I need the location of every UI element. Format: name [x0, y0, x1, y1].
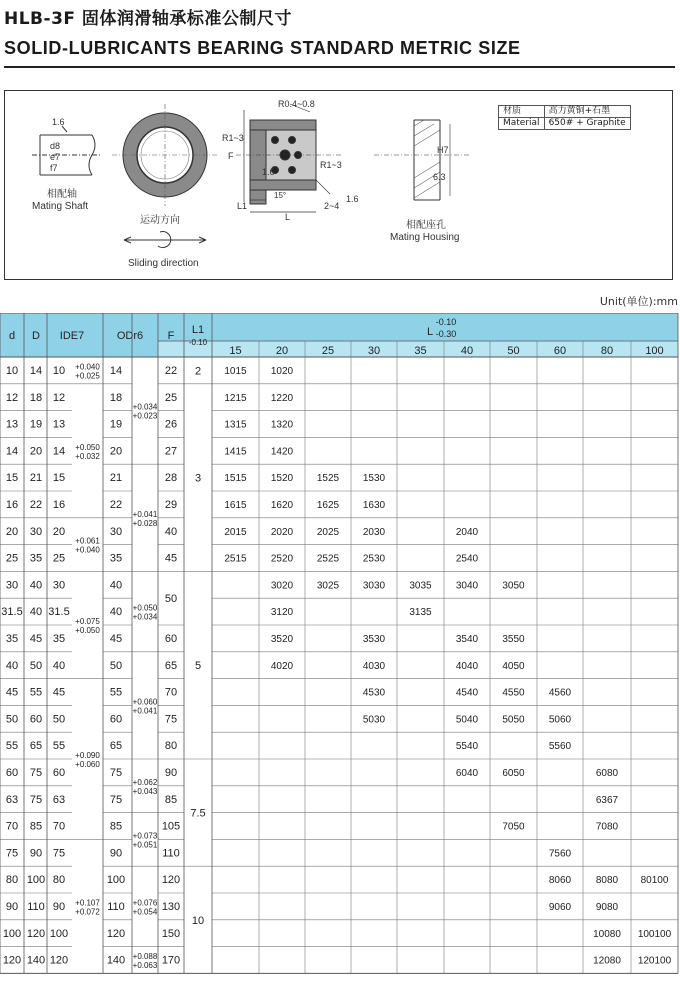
sliding-direction-arrow	[124, 232, 206, 248]
housing-tol: H7	[437, 145, 449, 155]
cell-part-number: 1615	[224, 500, 247, 511]
od-tolerance-hi: +0.076	[132, 898, 158, 908]
cell-id: 25	[52, 552, 66, 565]
cell-part-number: 1520	[270, 473, 294, 485]
material-table	[498, 105, 631, 130]
cell-l1: 3	[194, 472, 202, 485]
cell-f: 45	[164, 552, 178, 565]
cell-id: 30	[52, 579, 66, 592]
cell-d: 60	[5, 767, 19, 779]
cell-part-number: 2025	[316, 526, 340, 538]
cell-od: 40	[109, 606, 123, 619]
cell-od: 75	[109, 793, 123, 806]
cell-id: 100	[49, 927, 69, 940]
radius-top: R0.4~0.8	[278, 99, 315, 109]
cell-part-number: 8080	[595, 875, 619, 887]
cell-part-number: 3520	[270, 634, 294, 645]
od-tolerance-lo: +0.043	[132, 786, 158, 796]
od-tolerance-lo: +0.023	[132, 411, 158, 421]
cell-part-number: 2530	[362, 553, 386, 565]
chamfer-label: 2~4	[324, 201, 340, 211]
cell-D: 75	[29, 793, 43, 806]
id-tolerance-hi: +0.061	[75, 536, 100, 546]
od-tolerance-hi: +0.034	[132, 402, 158, 412]
cell-D: 120	[26, 927, 46, 940]
cell-d: 20	[5, 525, 19, 538]
cell-part-number: 4560	[548, 687, 572, 699]
cell-part-number: 3040	[455, 580, 479, 592]
col-header-f: F	[167, 330, 175, 342]
cell-d: 30	[5, 579, 19, 592]
cell-part-number: 2030	[362, 526, 386, 538]
cell-D: 110	[27, 901, 45, 913]
material-label-cn: 材质	[499, 106, 545, 118]
cell-id: 50	[52, 713, 66, 726]
cell-l1: 5	[194, 660, 202, 673]
cell-D: 55	[29, 686, 43, 699]
cell-od: 140	[106, 954, 126, 967]
cell-f: 22	[164, 365, 178, 377]
cell-od: 120	[106, 927, 126, 940]
cell-id: 75	[52, 847, 66, 860]
cell-id: 31.5	[48, 606, 70, 619]
cell-part-number: 4020	[270, 660, 294, 672]
cell-f: 150	[161, 927, 181, 940]
cell-f: 80	[164, 740, 178, 753]
cell-f: 25	[164, 391, 178, 404]
cell-part-number: 4540	[455, 687, 479, 699]
col-header-od: ODr6	[116, 330, 144, 342]
cell-part-number: 4050	[502, 660, 525, 672]
cell-part-number: 1315	[224, 419, 247, 431]
cell-part-number: 100100	[637, 928, 672, 940]
cell-od: 30	[109, 525, 123, 538]
length-header-80: 80	[600, 345, 614, 357]
col-header-id: IDE7	[59, 330, 85, 342]
id-tolerance-lo: +0.050	[75, 626, 100, 635]
cell-od: 14	[109, 365, 123, 377]
cell-part-number: 5060	[548, 714, 572, 726]
cell-f: 130	[161, 901, 181, 913]
cell-part-number: 6080	[595, 768, 619, 779]
length-header-50: 50	[507, 345, 520, 357]
cell-f: 110	[162, 847, 180, 860]
cell-f: 29	[164, 499, 178, 511]
od-tolerance-hi: +0.050	[132, 603, 158, 613]
cell-f-merged: 50	[164, 593, 178, 606]
cell-part-number: 3530	[362, 634, 386, 645]
cell-part-number: 6367	[595, 794, 619, 806]
shaft-label-en: Mating Shaft	[32, 201, 89, 212]
cell-D: 18	[29, 391, 43, 404]
housing-label-cn: 相配座孔	[406, 220, 446, 231]
cell-part-number: 1620	[270, 500, 294, 511]
id-tolerance-lo: +0.025	[75, 371, 100, 381]
size-table	[0, 313, 680, 975]
cell-D: 40	[29, 606, 43, 619]
od-tolerance-lo: +0.034	[132, 612, 158, 622]
cell-d: 14	[5, 445, 19, 458]
cell-part-number: 1215	[224, 392, 247, 404]
cell-od: 65	[109, 740, 123, 753]
cell-od: 20	[109, 445, 123, 458]
cell-f: 60	[164, 633, 178, 645]
material-value-cn: 高力黄铜+石墨	[544, 106, 630, 118]
label-l: L	[285, 212, 291, 222]
cell-D: 65	[29, 740, 43, 753]
cell-od: 85	[109, 820, 123, 833]
cell-D: 85	[29, 820, 43, 833]
cell-f: 65	[164, 659, 178, 672]
length-header-30: 30	[367, 345, 381, 357]
id-tolerance-hi: +0.050	[75, 442, 100, 452]
cell-d: 63	[5, 793, 19, 806]
od-tolerance-lo: +0.063	[132, 961, 158, 970]
length-header-15: 15	[229, 345, 242, 357]
cell-id: 40	[52, 659, 66, 672]
cell-od: 50	[109, 659, 123, 672]
cell-od: 35	[109, 552, 123, 565]
cell-id: 60	[52, 767, 66, 779]
cell-id: 13	[52, 418, 66, 431]
col-header-l1: L1	[191, 324, 205, 336]
cell-part-number: 10080	[593, 928, 621, 940]
cell-od: 40	[109, 579, 123, 592]
material-value-en: 650# + Graphite	[544, 118, 630, 130]
cell-part-number: 3050	[502, 580, 525, 592]
cell-part-number: 4030	[362, 660, 386, 672]
cell-d: 55	[5, 740, 19, 753]
radius-right: R1~3	[320, 160, 342, 170]
cell-part-number: 3030	[362, 580, 386, 592]
cell-part-number: 5560	[548, 741, 572, 753]
cell-f: 105	[161, 820, 181, 833]
cell-part-number: 80100	[640, 875, 669, 887]
cell-od: 19	[109, 418, 123, 431]
od-tolerance-hi: +0.060	[132, 697, 158, 707]
cell-part-number: 1525	[316, 473, 340, 485]
roughness-a: 1.6	[262, 167, 275, 177]
cell-part-number: 1530	[362, 473, 386, 485]
cell-id: 12	[52, 391, 66, 404]
cell-id: 16	[52, 499, 66, 511]
length-header-100: 100	[645, 345, 664, 357]
unit-label: Unit(单位):mm	[599, 295, 678, 308]
cell-D: 140	[26, 954, 46, 967]
cell-D: 21	[29, 472, 43, 485]
shaft-tol-d8: d8	[50, 141, 61, 151]
cell-d: 15	[5, 472, 19, 485]
cell-d: 13	[5, 418, 19, 431]
roughness-b: 1.6	[346, 194, 359, 204]
cell-part-number: 120100	[637, 955, 672, 967]
shaft-tol-e7: e7	[50, 152, 61, 162]
cell-part-number: 3035	[409, 580, 432, 592]
cell-id: 70	[52, 820, 66, 833]
cell-part-number: 2540	[455, 553, 479, 565]
cell-od: 100	[106, 874, 126, 887]
mating-shaft	[32, 126, 102, 175]
cell-l1: 2	[194, 365, 202, 378]
page-title-cn: HLB-3F 固体润滑轴承标准公制尺寸	[4, 9, 292, 29]
housing-label-en: Mating Housing	[390, 232, 460, 243]
id-tolerance-lo: +0.072	[75, 907, 100, 917]
cell-part-number: 9080	[595, 902, 619, 913]
housing-roughness: 6.3	[433, 172, 446, 182]
radius-left: R1~3	[222, 133, 244, 143]
cell-part-number: 2525	[316, 553, 340, 565]
cell-D: 40	[29, 579, 43, 592]
id-tolerance-lo: +0.040	[75, 545, 100, 555]
cell-part-number: 4550	[502, 687, 525, 699]
cell-id: 10	[52, 365, 66, 377]
angle-label: 15°	[274, 191, 287, 200]
od-tolerance-hi: +0.073	[132, 831, 158, 841]
cell-part-number: 5040	[455, 714, 479, 726]
id-tolerance-hi: +0.090	[75, 751, 100, 760]
cell-od: 21	[109, 472, 123, 485]
bearing-ring-view	[112, 104, 218, 206]
od-tolerance-hi: +0.062	[132, 777, 158, 787]
cell-part-number: 5050	[502, 714, 525, 726]
cell-part-number: 3135	[409, 607, 432, 619]
od-tolerance-lo: +0.054	[132, 907, 158, 917]
cell-f: 26	[164, 418, 178, 431]
cell-f: 28	[164, 472, 178, 485]
cell-d: 31.5	[1, 606, 23, 619]
od-tolerance-hi: +0.088	[132, 952, 158, 961]
direction-label-cn: 运动方向	[140, 215, 180, 226]
cell-id: 90	[52, 901, 66, 913]
cell-part-number: 2515	[224, 553, 247, 565]
cell-f: 70	[164, 686, 178, 699]
cell-f: 75	[164, 713, 178, 726]
length-header-60: 60	[553, 345, 567, 357]
cell-l1: 10	[191, 914, 205, 927]
cell-d: 40	[5, 659, 19, 672]
id-tolerance-hi: +0.040	[75, 362, 100, 372]
cell-part-number: 8060	[548, 875, 572, 887]
length-header-20: 20	[275, 345, 289, 357]
cell-part-number: 5030	[362, 714, 386, 726]
cell-D: 90	[29, 847, 43, 860]
cell-part-number: 1630	[362, 500, 386, 511]
cell-d: 80	[5, 874, 19, 887]
cell-part-number: 1020	[270, 366, 294, 377]
cell-id: 45	[52, 686, 66, 699]
shaft-label-cn: 相配轴	[47, 189, 77, 200]
cell-d: 50	[5, 713, 19, 726]
cell-f: 170	[161, 954, 181, 967]
id-tolerance-lo: +0.032	[75, 451, 100, 461]
length-header-25: 25	[321, 345, 335, 357]
cell-od: 75	[109, 767, 123, 779]
col-header-l: L	[426, 326, 434, 338]
cell-od: 55	[109, 686, 123, 699]
cell-part-number: 2020	[270, 526, 294, 538]
cell-d: 100	[2, 927, 22, 940]
cell-f: 85	[164, 793, 178, 806]
cell-D: 50	[29, 659, 43, 672]
cell-f: 40	[164, 525, 178, 538]
cell-od: 60	[109, 713, 123, 726]
cell-D: 19	[29, 418, 43, 431]
cell-id: 15	[52, 472, 66, 485]
length-header-35: 35	[414, 345, 427, 357]
cell-part-number: 6050	[502, 768, 525, 779]
id-tolerance-lo: +0.060	[75, 760, 100, 769]
cell-d: 90	[5, 901, 19, 913]
title-underline	[4, 66, 675, 68]
cell-f: 27	[164, 445, 178, 458]
cell-D: 60	[29, 713, 43, 726]
material-label-en: Material	[499, 118, 545, 130]
cell-d: 16	[5, 499, 19, 511]
cell-D: 30	[29, 525, 43, 538]
cell-d: 70	[5, 820, 19, 833]
id-tolerance-hi: +0.107	[75, 898, 100, 908]
cell-part-number: 1220	[270, 392, 294, 404]
cell-part-number: 4530	[362, 687, 386, 699]
cell-od: 110	[107, 901, 125, 913]
cell-f: 120	[161, 874, 181, 887]
cell-od: 18	[109, 391, 123, 404]
cell-part-number: 2040	[455, 526, 479, 538]
bearing-section	[236, 104, 342, 212]
cell-D: 45	[29, 633, 43, 645]
od-tolerance-hi: +0.041	[132, 509, 158, 519]
cell-id: 63	[52, 793, 66, 806]
shaft-tol-f7: f7	[50, 163, 58, 173]
direction-label-en: Sliding direction	[128, 258, 199, 269]
cell-part-number: 1320	[270, 419, 294, 431]
cell-part-number: 7050	[502, 821, 525, 833]
cell-d: 25	[5, 552, 19, 565]
cell-d: 75	[5, 847, 19, 860]
cell-l1: 7.5	[190, 807, 206, 820]
cell-part-number: 1625	[316, 500, 340, 511]
cell-part-number: 4040	[455, 660, 479, 672]
col-header-l-tol-lo: -0.30	[435, 329, 457, 339]
cell-part-number: 6040	[455, 768, 479, 779]
col-header-l1-tol: -0.10	[188, 338, 208, 347]
cell-part-number: 12080	[593, 955, 621, 967]
id-tolerance-hi: +0.075	[75, 617, 100, 626]
length-header-40: 40	[460, 345, 474, 357]
cell-part-number: 2520	[270, 553, 294, 565]
cell-od: 90	[109, 847, 123, 860]
cell-id: 80	[52, 874, 66, 887]
cell-d: 12	[5, 391, 19, 404]
cell-part-number: 2015	[224, 526, 247, 538]
label-f: F	[228, 151, 234, 161]
col-header-D: D	[32, 330, 40, 342]
cell-d: 10	[5, 365, 19, 377]
cell-id: 20	[52, 525, 66, 538]
cell-part-number: 3120	[270, 607, 294, 619]
label-l1: L1	[237, 201, 248, 211]
cell-d: 120	[2, 954, 22, 967]
od-tolerance-lo: +0.028	[132, 518, 158, 528]
size-table-grid	[0, 313, 680, 975]
od-tolerance-lo: +0.051	[132, 840, 158, 850]
od-tolerance-lo: +0.041	[132, 706, 158, 716]
cell-part-number: 1015	[224, 366, 247, 377]
cell-part-number: 3540	[455, 634, 479, 645]
cell-part-number: 7080	[595, 821, 619, 833]
cell-id: 55	[52, 740, 66, 753]
cell-part-number: 3550	[502, 634, 525, 645]
cell-d: 35	[5, 633, 19, 645]
cell-D: 22	[29, 499, 43, 511]
cell-D: 75	[29, 767, 43, 779]
cell-d: 45	[5, 686, 19, 699]
cell-part-number: 9060	[548, 902, 572, 913]
cell-D: 20	[29, 445, 43, 458]
col-header-l-tol-hi: -0.10	[435, 317, 457, 327]
mating-housing	[374, 120, 470, 200]
cell-id: 14	[52, 445, 66, 458]
cell-part-number: 1415	[224, 446, 247, 458]
cell-D: 100	[26, 874, 46, 887]
cell-part-number: 7560	[548, 848, 572, 860]
cell-part-number: 3025	[316, 580, 340, 592]
cell-part-number: 1515	[224, 473, 247, 485]
cell-id: 120	[49, 954, 69, 967]
col-header-d: d	[8, 330, 16, 342]
page-title-en: SOLID-LUBRICANTS BEARING STANDARD METRIC SIZE	[4, 38, 521, 58]
cell-od: 45	[109, 633, 123, 645]
cell-part-number: 5540	[455, 741, 479, 753]
cell-part-number: 1420	[270, 446, 294, 458]
cell-part-number: 3020	[270, 580, 294, 592]
cell-D: 14	[29, 365, 43, 377]
cell-od: 22	[109, 499, 123, 511]
shaft-roughness: 1.6	[52, 117, 65, 127]
cell-f: 90	[164, 767, 178, 779]
cell-id: 35	[52, 633, 66, 645]
cell-D: 35	[29, 552, 43, 565]
